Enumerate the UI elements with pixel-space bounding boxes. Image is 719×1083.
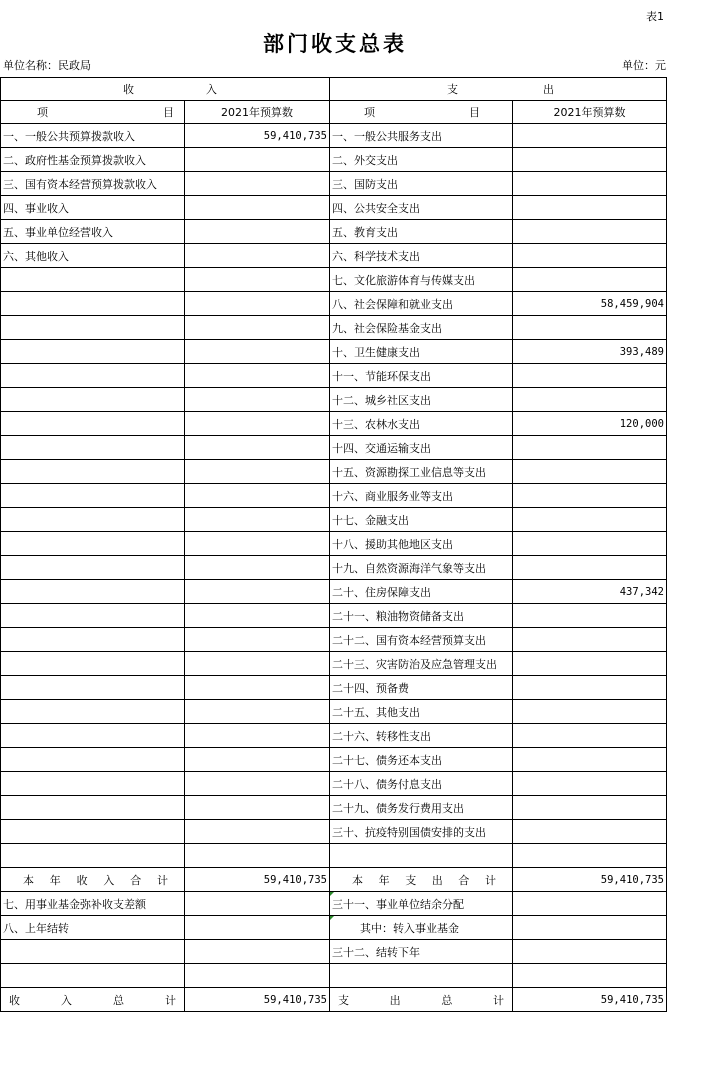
spaced-label xyxy=(3,872,182,888)
expense-item-cell: 十九、自然资源海洋气象等支出 xyxy=(330,556,513,580)
income-item-header xyxy=(1,101,185,124)
table-row xyxy=(1,292,667,316)
income-item-cell xyxy=(1,772,185,796)
table-row xyxy=(1,556,667,580)
income-item-cell xyxy=(1,556,185,580)
expense-item-cell: 二十七、债务还本支出 xyxy=(330,748,513,772)
expense-value-cell xyxy=(513,148,667,172)
income-value-cell xyxy=(185,892,330,916)
expense-value-cell xyxy=(513,604,667,628)
income-item-cell xyxy=(1,604,185,628)
label-char: 收 xyxy=(76,873,88,887)
table-row xyxy=(1,700,667,724)
income-item-cell xyxy=(1,388,185,412)
income-item-cell xyxy=(1,700,185,724)
table-row xyxy=(1,772,667,796)
blank-row xyxy=(1,844,667,868)
expense-value-cell: 120,000 xyxy=(513,412,667,436)
section-header-row xyxy=(1,78,667,101)
table-row xyxy=(1,340,667,364)
expense-value-cell xyxy=(513,388,667,412)
income-value-cell xyxy=(185,196,330,220)
table-row xyxy=(1,940,667,964)
income-value-cell xyxy=(185,412,330,436)
income-item-cell xyxy=(1,532,185,556)
income-value-cell xyxy=(185,220,330,244)
income-value-cell xyxy=(185,460,330,484)
income-total-value: 59,410,735 xyxy=(185,988,330,1012)
expense-value-cell xyxy=(513,796,667,820)
expense-value-cell xyxy=(513,676,667,700)
expense-value-cell xyxy=(513,268,667,292)
income-item-cell xyxy=(1,628,185,652)
total-row xyxy=(1,988,667,1012)
expense-value-cell xyxy=(513,220,667,244)
header-char: 支 xyxy=(447,83,458,96)
expense-item-cell: 十、卫生健康支出 xyxy=(330,340,513,364)
table-row xyxy=(1,244,667,268)
label-char: 计 xyxy=(484,873,496,887)
label-char: 合 xyxy=(458,873,470,887)
table-row xyxy=(1,316,667,340)
label-char: 支 xyxy=(405,873,417,887)
income-value-cell xyxy=(185,676,330,700)
expense-value-cell: 437,342 xyxy=(513,580,667,604)
page-title: 部门收支总表 xyxy=(263,32,407,56)
income-value-cell xyxy=(185,244,330,268)
expense-value-cell: 58,459,904 xyxy=(513,292,667,316)
income-value-cell: 59,410,735 xyxy=(185,124,330,148)
expense-item-cell: 四、公共安全支出 xyxy=(330,196,513,220)
income-value-cell xyxy=(185,604,330,628)
expense-value-cell xyxy=(513,652,667,676)
header-char: 出 xyxy=(543,83,554,96)
income-subtotal-value: 59,410,735 xyxy=(185,868,330,892)
header-char: 目 xyxy=(163,106,174,119)
income-item-cell xyxy=(1,316,185,340)
income-item-cell xyxy=(1,340,185,364)
expense-value-cell xyxy=(513,748,667,772)
expense-item-cell: 一、一般公共服务支出 xyxy=(330,124,513,148)
income-item-cell: 二、政府性基金预算拨款收入 xyxy=(1,148,185,172)
expense-budget-header: 2021年预算数 xyxy=(513,101,667,124)
table-row xyxy=(1,604,667,628)
income-value-cell xyxy=(185,580,330,604)
table-row xyxy=(1,124,667,148)
income-item-cell xyxy=(1,508,185,532)
income-item-cell: 五、事业单位经营收入 xyxy=(1,220,185,244)
header-char: 目 xyxy=(469,106,480,119)
income-item-cell xyxy=(1,580,185,604)
income-item-cell xyxy=(1,268,185,292)
expense-value-cell xyxy=(513,556,667,580)
income-budget-header: 2021年预算数 xyxy=(185,101,330,124)
income-value-cell xyxy=(185,916,330,940)
expense-value-cell xyxy=(513,244,667,268)
unit-name: 单位名称：民政局 xyxy=(3,59,91,72)
income-total-label xyxy=(1,988,185,1012)
expense-value-cell xyxy=(513,772,667,796)
expense-value-cell xyxy=(513,700,667,724)
income-value-cell xyxy=(185,148,330,172)
spaced-label xyxy=(3,992,182,1008)
label-char: 本 xyxy=(352,873,363,887)
expense-value-cell: 393,489 xyxy=(513,340,667,364)
expense-value-cell xyxy=(513,508,667,532)
income-item-cell xyxy=(1,436,185,460)
income-value-cell xyxy=(185,724,330,748)
expense-item-cell: 九、社会保险基金支出 xyxy=(330,316,513,340)
expense-value-cell xyxy=(513,196,667,220)
income-value-cell xyxy=(185,532,330,556)
income-item-cell xyxy=(1,748,185,772)
column-header-row xyxy=(1,101,667,124)
expense-value-cell xyxy=(513,436,667,460)
table-row xyxy=(1,484,667,508)
income-value-cell xyxy=(185,652,330,676)
expense-total-label xyxy=(330,988,513,1012)
label-char: 年 xyxy=(49,873,61,887)
table-number: 表1 xyxy=(646,10,664,23)
expense-item-cell: 二十二、国有资本经营预算支出 xyxy=(330,628,513,652)
income-subtotal-label xyxy=(1,868,185,892)
income-item-cell xyxy=(1,796,185,820)
header-char: 收 xyxy=(123,83,134,96)
expense-total-value: 59,410,735 xyxy=(513,988,667,1012)
table-row xyxy=(1,748,667,772)
table-row xyxy=(1,460,667,484)
expense-item-cell: 五、教育支出 xyxy=(330,220,513,244)
income-section-header xyxy=(1,78,330,101)
table-row xyxy=(1,628,667,652)
income-item-cell: 八、上年结转 xyxy=(1,916,185,940)
expense-value-cell xyxy=(513,532,667,556)
label-char: 总 xyxy=(441,993,453,1007)
label-char: 收 xyxy=(9,993,20,1007)
expense-item-cell: 八、社会保障和就业支出 xyxy=(330,292,513,316)
income-value-cell xyxy=(185,340,330,364)
label-char: 合 xyxy=(130,873,142,887)
income-item-cell: 四、事业收入 xyxy=(1,196,185,220)
expense-item-cell: 三十一、事业单位结余分配 xyxy=(330,892,513,916)
label-char: 出 xyxy=(431,873,443,887)
table-row xyxy=(1,220,667,244)
income-value-cell xyxy=(185,316,330,340)
expense-value-cell xyxy=(513,364,667,388)
table-row xyxy=(1,820,667,844)
expense-value-cell xyxy=(513,940,667,964)
expense-subtotal-label xyxy=(330,868,513,892)
label-char: 年 xyxy=(378,873,390,887)
blank-cell xyxy=(513,964,667,988)
table-row xyxy=(1,580,667,604)
expense-item-cell: 二十、住房保障支出 xyxy=(330,580,513,604)
income-item-cell xyxy=(1,292,185,316)
expense-item-cell: 二十一、粮油物资储备支出 xyxy=(330,604,513,628)
income-item-cell xyxy=(1,460,185,484)
table-row xyxy=(1,412,667,436)
income-item-cell xyxy=(1,676,185,700)
income-value-cell xyxy=(185,508,330,532)
expense-item-cell: 三、国防支出 xyxy=(330,172,513,196)
income-value-cell xyxy=(185,388,330,412)
blank-cell xyxy=(330,844,513,868)
expense-section-header xyxy=(330,78,667,101)
income-value-cell xyxy=(185,172,330,196)
income-item-cell: 六、其他收入 xyxy=(1,244,185,268)
table-row xyxy=(1,364,667,388)
income-item-cell xyxy=(1,724,185,748)
expense-value-cell xyxy=(513,316,667,340)
expense-item-cell: 二十八、债务付息支出 xyxy=(330,772,513,796)
income-item-cell xyxy=(1,484,185,508)
table-row xyxy=(1,796,667,820)
expense-value-cell xyxy=(513,172,667,196)
table-row xyxy=(1,676,667,700)
table-row xyxy=(1,388,667,412)
income-value-cell xyxy=(185,748,330,772)
label-char: 入 xyxy=(103,873,115,887)
expense-subtotal-value: 59,410,735 xyxy=(513,868,667,892)
expense-value-cell xyxy=(513,724,667,748)
spaced-label xyxy=(332,992,510,1008)
header-char: 入 xyxy=(206,83,217,96)
expense-item-cell: 二十六、转移性支出 xyxy=(330,724,513,748)
income-value-cell xyxy=(185,772,330,796)
blank-cell xyxy=(1,964,185,988)
expense-item-cell: 三十、抗疫特别国债安排的支出 xyxy=(330,820,513,844)
income-item-cell xyxy=(1,652,185,676)
blank-cell xyxy=(1,844,185,868)
table-row xyxy=(1,508,667,532)
income-value-cell xyxy=(185,484,330,508)
budget-table xyxy=(0,77,667,1012)
income-item-cell xyxy=(1,364,185,388)
expense-item-cell: 二十四、预备费 xyxy=(330,676,513,700)
expense-item-cell: 十三、农林水支出 xyxy=(330,412,513,436)
label-char: 计 xyxy=(156,873,168,887)
label-char: 出 xyxy=(389,993,401,1007)
income-value-cell xyxy=(185,364,330,388)
expense-item-cell: 十二、城乡社区支出 xyxy=(330,388,513,412)
blank-row xyxy=(1,964,667,988)
label-char: 计 xyxy=(165,993,176,1007)
blank-cell xyxy=(330,964,513,988)
expense-item-cell: 六、科学技术支出 xyxy=(330,244,513,268)
expense-item-cell: 二、外交支出 xyxy=(330,148,513,172)
expense-item-cell: 七、文化旅游体育与传媒支出 xyxy=(330,268,513,292)
expense-value-cell xyxy=(513,916,667,940)
expense-item-cell: 二十三、灾害防治及应急管理支出 xyxy=(330,652,513,676)
label-char: 本 xyxy=(23,873,34,887)
income-value-cell xyxy=(185,436,330,460)
income-item-cell: 三、国有资本经营预算拨款收入 xyxy=(1,172,185,196)
income-value-cell xyxy=(185,820,330,844)
header-char: 项 xyxy=(364,106,375,119)
income-value-cell xyxy=(185,556,330,580)
table-row xyxy=(1,268,667,292)
blank-cell xyxy=(513,844,667,868)
expense-item-header xyxy=(330,101,513,124)
income-value-cell xyxy=(185,628,330,652)
table-row xyxy=(1,148,667,172)
income-value-cell xyxy=(185,700,330,724)
expense-item-cell: 二十九、债务发行费用支出 xyxy=(330,796,513,820)
label-char: 总 xyxy=(113,993,124,1007)
subtotal-row xyxy=(1,868,667,892)
expense-item-cell: 十五、资源勘探工业信息等支出 xyxy=(330,460,513,484)
expense-value-cell xyxy=(513,124,667,148)
expense-item-cell: 十四、交通运输支出 xyxy=(330,436,513,460)
blank-cell xyxy=(185,964,330,988)
table-row xyxy=(1,532,667,556)
expense-item-cell: 其中：转入事业基金 xyxy=(330,916,513,940)
blank-cell xyxy=(185,844,330,868)
income-value-cell xyxy=(185,796,330,820)
table-row xyxy=(1,436,667,460)
expense-value-cell xyxy=(513,484,667,508)
expense-item-cell: 十七、金融支出 xyxy=(330,508,513,532)
income-item-cell xyxy=(1,940,185,964)
expense-value-cell xyxy=(513,628,667,652)
income-value-cell xyxy=(185,268,330,292)
expense-value-cell xyxy=(513,460,667,484)
income-item-cell: 七、用事业基金弥补收支差额 xyxy=(1,892,185,916)
label-char: 支 xyxy=(338,993,349,1007)
income-value-cell xyxy=(185,292,330,316)
table-row xyxy=(1,724,667,748)
expense-item-cell: 二十五、其他支出 xyxy=(330,700,513,724)
expense-value-cell xyxy=(513,892,667,916)
table-row xyxy=(1,652,667,676)
label-char: 入 xyxy=(61,993,72,1007)
table-row xyxy=(1,196,667,220)
unit-currency: 单位：元 xyxy=(622,59,666,72)
income-item-cell: 一、一般公共预算拨款收入 xyxy=(1,124,185,148)
expense-item-cell: 十八、援助其他地区支出 xyxy=(330,532,513,556)
spaced-label xyxy=(332,872,510,888)
expense-value-cell xyxy=(513,820,667,844)
table-row xyxy=(1,892,667,916)
expense-item-cell: 十一、节能环保支出 xyxy=(330,364,513,388)
header-char: 项 xyxy=(37,106,48,119)
expense-item-cell: 三十二、结转下年 xyxy=(330,940,513,964)
table-row xyxy=(1,172,667,196)
label-char: 计 xyxy=(492,993,504,1007)
table-row xyxy=(1,916,667,940)
income-value-cell xyxy=(185,940,330,964)
expense-item-cell: 十六、商业服务业等支出 xyxy=(330,484,513,508)
income-item-cell xyxy=(1,412,185,436)
income-item-cell xyxy=(1,820,185,844)
